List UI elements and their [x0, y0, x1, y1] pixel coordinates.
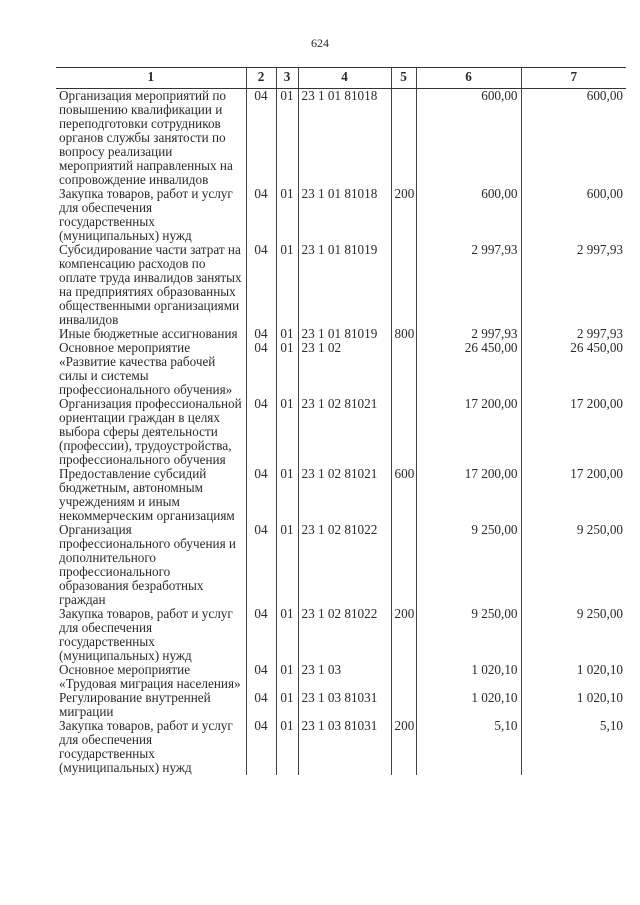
budget-table	[56, 67, 626, 775]
amount-col6-cell: 17 200,00	[416, 397, 521, 467]
section-code-cell: 04	[246, 341, 276, 397]
expense-type-cell	[391, 89, 416, 188]
table-row	[56, 719, 626, 775]
table-row	[56, 607, 626, 663]
section-code-cell: 04	[246, 719, 276, 775]
subsection-code-cell: 01	[276, 719, 298, 775]
table-row	[56, 89, 626, 188]
target-article-cell: 23 1 01 81018	[298, 187, 391, 243]
section-code-cell: 04	[246, 187, 276, 243]
amount-col6-cell: 5,10	[416, 719, 521, 775]
expense-type-cell	[391, 397, 416, 467]
target-article-cell: 23 1 02 81021	[298, 467, 391, 523]
amount-col7-cell: 17 200,00	[521, 467, 626, 523]
section-code-cell: 04	[246, 691, 276, 719]
row-name-cell: Закупка товаров, работ и услуг для обеспечения государственных (муниципальных) нужд	[56, 607, 246, 663]
section-code-cell: 04	[246, 89, 276, 188]
target-article-cell: 23 1 02 81022	[298, 523, 391, 607]
section-code-cell: 04	[246, 607, 276, 663]
target-article-cell: 23 1 01 81019	[298, 327, 391, 341]
expense-type-cell	[391, 243, 416, 327]
target-article-cell: 23 1 02 81021	[298, 397, 391, 467]
amount-col7-cell: 2 997,93	[521, 243, 626, 327]
amount-col7-cell: 17 200,00	[521, 397, 626, 467]
amount-col7-cell: 26 450,00	[521, 341, 626, 397]
table-header-row	[56, 68, 626, 89]
amount-col6-cell: 26 450,00	[416, 341, 521, 397]
subsection-code-cell: 01	[276, 691, 298, 719]
target-article-cell: 23 1 03	[298, 663, 391, 691]
table-row	[56, 467, 626, 523]
expense-type-cell	[391, 341, 416, 397]
row-name-cell: Закупка товаров, работ и услуг для обеспечения государственных (муниципальных) нужд	[56, 719, 246, 775]
amount-col7-cell: 1 020,10	[521, 663, 626, 691]
amount-col6-cell: 600,00	[416, 187, 521, 243]
target-article-cell: 23 1 01 81019	[298, 243, 391, 327]
target-article-cell: 23 1 01 81018	[298, 89, 391, 188]
subsection-code-cell: 01	[276, 341, 298, 397]
expense-type-cell: 200	[391, 187, 416, 243]
table-row	[56, 397, 626, 467]
subsection-code-cell: 01	[276, 89, 298, 188]
page-number: 624	[311, 36, 329, 50]
expense-type-cell: 200	[391, 719, 416, 775]
section-code-cell: 04	[246, 467, 276, 523]
target-article-cell: 23 1 02	[298, 341, 391, 397]
section-code-cell: 04	[246, 243, 276, 327]
section-code-cell: 04	[246, 663, 276, 691]
section-code-cell: 04	[246, 523, 276, 607]
expense-type-cell: 800	[391, 327, 416, 341]
subsection-code-cell: 01	[276, 243, 298, 327]
table-row	[56, 663, 626, 691]
amount-col7-cell: 2 997,93	[521, 327, 626, 341]
subsection-code-cell: 01	[276, 663, 298, 691]
target-article-cell: 23 1 02 81022	[298, 607, 391, 663]
table-row	[56, 523, 626, 607]
expense-type-cell	[391, 523, 416, 607]
amount-col6-cell: 600,00	[416, 89, 521, 188]
subsection-code-cell: 01	[276, 607, 298, 663]
expense-type-cell: 600	[391, 467, 416, 523]
row-name-cell: Закупка товаров, работ и услуг для обеспечения государственных (муниципальных) нужд	[56, 187, 246, 243]
column-header: 3	[276, 68, 298, 89]
subsection-code-cell: 01	[276, 187, 298, 243]
amount-col7-cell: 600,00	[521, 89, 626, 188]
amount-col6-cell: 9 250,00	[416, 607, 521, 663]
amount-col6-cell: 2 997,93	[416, 327, 521, 341]
subsection-code-cell: 01	[276, 397, 298, 467]
table-row	[56, 327, 626, 341]
row-name-cell: Организация профессиональной ориентации граждан в целях выбора сферы деятельности (профессии), трудоустройства, профессионального обучения	[56, 397, 246, 467]
amount-col6-cell: 17 200,00	[416, 467, 521, 523]
row-name-cell: Организация профессионального обучения и дополнительного профессионального образования безработных граждан	[56, 523, 246, 607]
row-name-cell: Регулирование внутренней миграции	[56, 691, 246, 719]
amount-col7-cell: 5,10	[521, 719, 626, 775]
row-name-cell: Иные бюджетные ассигнования	[56, 327, 246, 341]
amount-col6-cell: 1 020,10	[416, 691, 521, 719]
amount-col6-cell: 9 250,00	[416, 523, 521, 607]
column-header: 2	[246, 68, 276, 89]
column-header: 7	[521, 68, 626, 89]
row-name-cell: Субсидирование части затрат на компенсацию расходов по оплате труда инвалидов занятых на предприятиях образованных общественными организациями инвалидов	[56, 243, 246, 327]
target-article-cell: 23 1 03 81031	[298, 691, 391, 719]
column-header: 6	[416, 68, 521, 89]
column-header: 1	[56, 68, 246, 89]
section-code-cell: 04	[246, 327, 276, 341]
subsection-code-cell: 01	[276, 327, 298, 341]
column-header: 4	[298, 68, 391, 89]
table-row	[56, 243, 626, 327]
row-name-cell: Основное мероприятие «Развитие качества рабочей силы и системы профессионального обучения»	[56, 341, 246, 397]
amount-col6-cell: 1 020,10	[416, 663, 521, 691]
row-name-cell: Основное мероприятие «Трудовая миграция населения»	[56, 663, 246, 691]
amount-col7-cell: 600,00	[521, 187, 626, 243]
table-row	[56, 691, 626, 719]
amount-col7-cell: 9 250,00	[521, 607, 626, 663]
amount-col7-cell: 1 020,10	[521, 691, 626, 719]
expense-type-cell: 200	[391, 607, 416, 663]
row-name-cell: Организация мероприятий по повышению квалификации и переподготовки сотрудников органов службы занятости по вопросу реализации мероприятий направленных на сопровождение инвалидов	[56, 89, 246, 188]
subsection-code-cell: 01	[276, 523, 298, 607]
amount-col7-cell: 9 250,00	[521, 523, 626, 607]
column-header: 5	[391, 68, 416, 89]
expense-type-cell	[391, 663, 416, 691]
section-code-cell: 04	[246, 397, 276, 467]
row-name-cell: Предоставление субсидий бюджетным, автономным учреждениям и иным некоммерческим организациям	[56, 467, 246, 523]
subsection-code-cell: 01	[276, 467, 298, 523]
table-row	[56, 187, 626, 243]
amount-col6-cell: 2 997,93	[416, 243, 521, 327]
table-row	[56, 341, 626, 397]
target-article-cell: 23 1 03 81031	[298, 719, 391, 775]
expense-type-cell	[391, 691, 416, 719]
